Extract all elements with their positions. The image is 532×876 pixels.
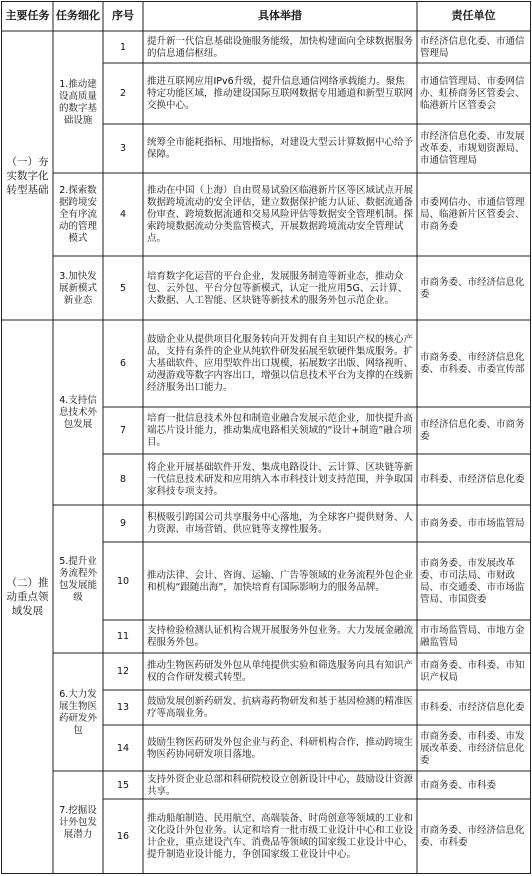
row-no: 15 xyxy=(116,779,130,791)
row-measure: 统筹全市能耗指标、用地指标，对建设大型云计算数据中心给予保障。 xyxy=(147,137,414,160)
subtask-3: 3.加快发展新模式新业态 xyxy=(58,270,97,306)
row-unit: 市商务委、市科委 xyxy=(420,779,497,791)
header-measures: 具体举措 xyxy=(258,9,302,22)
row-no: 12 xyxy=(116,666,130,677)
row-measure: 鼓励企业从提供项目化服务转向开发拥有自主知识产权的核心产品，支持有条件的企业从纯软件研发拓展至软硬件集成服务。扩大基础软件、应用型软件出口规模，拓展数字出版、网络视听、动漫游戏等数字内容出口，增强以信息技术平台为支撑的在线新经济服务出口能力。 xyxy=(147,334,414,393)
row-unit: 市商务委、市经济信息化委 xyxy=(420,276,525,300)
subtask-2: 2.探索数据跨境安全有序流动的管理模式 xyxy=(58,185,97,244)
row-measure: 支持外资企业总部和科研院校设立创新设计中心，鼓励设计资源共享。 xyxy=(147,773,414,797)
row-unit: 市市场监管局、市地方金融监管局 xyxy=(420,625,525,648)
row-no: 3 xyxy=(119,143,127,154)
row-measure: 推动法律、会计、咨询、运输、广告等领域的业务流程外包企业和机构“跟随出海”，加快培育有国际影响力的服务品牌。 xyxy=(147,569,414,593)
row-unit: 市商务委、市科委、市发展改革委、市经济信息化委 xyxy=(420,730,525,766)
row-no: 7 xyxy=(119,425,127,436)
row-measure: 培育一批信息技术外包和制造业融合发展示范企业，加快提升高端芯片设计能力，推动集成电路相关领域的“设计+制造”融合项目。 xyxy=(147,413,414,448)
row-no: 1 xyxy=(119,41,127,53)
row-no: 6 xyxy=(119,358,127,369)
subtask-1: 1.推动建设高质量的数字基础设施 xyxy=(58,78,97,126)
subtask-5: 5.提升业务流程外包发展能级 xyxy=(58,555,97,603)
subtask-7: 7.挖掘设计外包发展潜力 xyxy=(58,804,97,840)
row-no: 8 xyxy=(119,474,127,485)
row-unit: 市通信管理局、市委网信办、虹桥商务区管委会、临港新片区管委会 xyxy=(420,76,525,111)
main-task-1: （一）夯实数字化转型基础 xyxy=(6,156,49,196)
row-no: 4 xyxy=(119,209,127,220)
row-measure: 推进互联网应用IPv6升级，提升信息通信网络承载能力。聚焦特定功能区域，推动建设国际互联网数据专用通道和新型互联网交换中心。 xyxy=(147,76,414,111)
row-no: 9 xyxy=(119,518,127,529)
row-no: 2 xyxy=(119,88,127,99)
row-measure: 积极吸引跨国公司共享服务中心落地，为全球客户提供财务、人力资源、市场营销、供应链等支撑性服务。 xyxy=(147,512,414,535)
row-unit: 市经济信息化委、市发展改革委、市规划资源局、市通信管理局 xyxy=(420,131,525,166)
row-measure: 鼓励生物医药研发外包企业与药企、科研机构合作，推动跨境生物医药协同研发项目落地。 xyxy=(147,736,414,760)
subtask-6: 6.大力发展生物医药研发外包 xyxy=(58,688,97,736)
row-unit: 市经济信息化委、市商务委 xyxy=(420,419,525,442)
row-no: 13 xyxy=(116,702,130,713)
row-unit: 市商务委、市发展改革委、市司法局、市财政局、市交通委、市市场监管局、市国资委 xyxy=(420,557,525,605)
row-measure: 培育数字化运营的平台企业，发展服务制造等新业态，推动众包、云外包、平台分包等新模式，认定一批应用5G、云计算、大数据、人工智能、区块链等新技术的服务外包示范企业。 xyxy=(147,270,408,306)
header-no: 序号 xyxy=(112,9,134,22)
row-no: 10 xyxy=(116,575,130,587)
row-measure: 鼓励发展创新药研发、抗病毒药物研发和基于基因检测的精准医疗等高端业务。 xyxy=(147,696,414,719)
row-unit: 市经济信息化委、市通信管理局 xyxy=(420,35,525,59)
subtask-4: 4.支持信息技术外包发展 xyxy=(58,395,97,430)
row-no: 11 xyxy=(116,631,130,642)
row-measure: 推动生物医药研发外包从单纯提供实验和筛选服务向具有知识产权的合作研发模式转型。 xyxy=(147,660,414,683)
row-unit: 市科委、市经济信息化委 xyxy=(420,474,525,485)
row-measure: 提升新一代信息基础设施服务能级，加快构建面向全球数据服务的信息通信枢纽。 xyxy=(147,35,414,59)
row-unit: 市科委、市经济信息化委 xyxy=(420,702,525,713)
row-unit: 市商务委、市经济信息化委、市科委、市委宣传部 xyxy=(420,352,525,375)
header-subtask: 任务细化 xyxy=(56,9,100,22)
row-unit: 市商务委、市经济信息化委、市科委 xyxy=(420,824,525,848)
row-no: 14 xyxy=(116,742,130,754)
row-unit: 市商务委、市科委、市知识产权局 xyxy=(420,660,525,683)
row-no: 5 xyxy=(119,282,127,294)
row-unit: 市委网信办、市通信管理局、临港新片区管委会、市商务委 xyxy=(420,197,525,232)
row-unit: 市商务委、市市场监管局 xyxy=(420,518,525,529)
row-measure: 推动在中国（上海）自由贸易试验区临港新片区等区域试点开展数据跨境流动的安全评估，建立数据保护能力认证、数据流通备份审查、跨境数据流通和交易风险评估等数据安全管理机制。探索跨境数据流动分类监管模式，开展数据跨境流动安全管理试点。 xyxy=(147,185,414,244)
row-no: 16 xyxy=(116,830,130,842)
row-measure: 支持检验检测认证机构合规开展服务外包业务。大力发展金融流程服务外包。 xyxy=(147,625,414,648)
main-task-2: （二）推动重点领域发展 xyxy=(6,577,49,617)
header-main-task: 主要任务 xyxy=(5,9,50,22)
row-measure: 将企业开展基础软件开发、集成电路设计、云计算、区块链等新一代信息技术研发和应用纳入本市科技计划支持范围，并争取国家科技专项支持。 xyxy=(147,462,414,497)
header-unit: 责任单位 xyxy=(451,9,496,22)
row-measure: 推动船舶制造、民用航空、高端装备、时尚创意等领域的工业和文化设计外包业务。认定和培育一批市级工业设计中心和工业设计企业，重点建设汽车、消费品等领域的国家级工业设计中心，提升制造业设计能力，争创国家级工业设计中心。 xyxy=(147,812,414,860)
